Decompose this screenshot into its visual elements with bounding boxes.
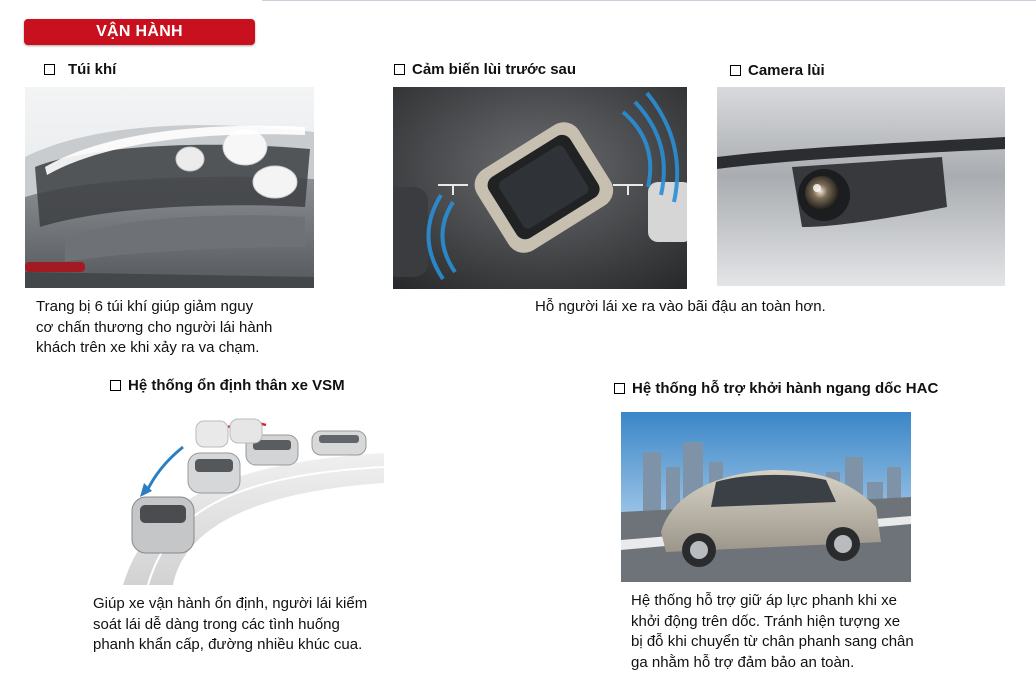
checkbox-icon: [110, 380, 121, 391]
rear-camera-image: [717, 87, 1005, 286]
sensor-heading-label: Cảm biến lùi trước sau: [412, 61, 577, 78]
airbag-image: [25, 87, 314, 288]
checkbox-icon: [44, 64, 55, 75]
airbag-text-line: Trang bị 6 túi khí giúp giảm nguy: [36, 298, 254, 315]
airbag-text-line: khách trên xe khi xảy ra va chạm.: [36, 339, 260, 356]
hac-heading: [614, 380, 938, 397]
hac-text-line: Hệ thống hỗ trợ giữ áp lực phanh khi xe: [631, 592, 897, 609]
checkbox-icon: [614, 383, 625, 394]
hac-image: [621, 412, 911, 582]
airbag-heading-label: Túi khí: [68, 61, 117, 78]
hac-text-line: ga nhằm hỗ trợ đảm bảo an toàn.: [631, 653, 855, 671]
vsm-image: [88, 405, 384, 585]
camera-heading: [730, 62, 825, 79]
hac-heading-label: Hệ thống hỗ trợ khởi hành ngang dốc HAC: [632, 380, 939, 397]
vsm-text-line: Giúp xe vận hành ổn định, người lái kiểm: [93, 595, 368, 612]
parking-caption-text: Hỗ người lái xe ra vào bãi đậu an toàn hơn.: [535, 298, 826, 315]
section-banner: [24, 19, 255, 45]
banner-title: VẬN HÀNH: [96, 23, 183, 40]
hac-description: [631, 591, 914, 673]
airbag-text-line: cơ chấn thương cho người lái hành: [36, 318, 273, 336]
airbag-heading: [44, 61, 116, 78]
hac-text-line: bị đỗ khi chuyển từ chân phanh sang chân: [631, 633, 914, 650]
vsm-description: [93, 594, 367, 656]
camera-heading-label: Camera lùi: [748, 62, 825, 79]
vsm-heading: [110, 377, 345, 394]
parking-sensor-image: [393, 87, 687, 289]
sensor-heading: [394, 61, 576, 78]
airbag-description: [36, 297, 272, 359]
vsm-heading-label: Hệ thống ổn định thân xe VSM: [128, 377, 345, 394]
vsm-text-line: soát lái dễ dàng trong các tình huống: [93, 615, 340, 633]
parking-caption: [535, 297, 826, 318]
checkbox-icon: [730, 65, 741, 76]
top-divider: [262, 0, 1036, 1]
vsm-text-line: phanh khẩn cấp, đường nhiều khúc cua.: [93, 636, 363, 653]
hac-text-line: khởi động trên dốc. Tránh hiện tượng xe: [631, 612, 901, 630]
checkbox-icon: [394, 64, 405, 75]
